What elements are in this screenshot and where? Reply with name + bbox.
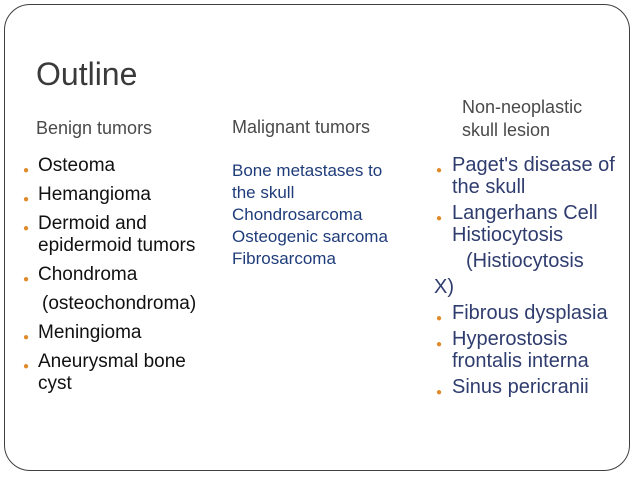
list-item: ● Sinus pericranii	[434, 376, 634, 398]
bullet-icon: ●	[23, 361, 30, 372]
bullet-icon: ●	[23, 165, 30, 176]
bullet-icon: ●	[23, 223, 30, 234]
non-neoplastic-list	[434, 154, 634, 402]
malignant-line: Osteogenic sarcoma	[232, 227, 388, 246]
malignant-header: Malignant tumors	[232, 117, 371, 137]
non-neoplastic-header-line2: skull lesion	[462, 120, 551, 140]
list-item: ● Paget's disease of the skull	[436, 154, 615, 198]
list-item: ● Dermoid and epidermoid tumors	[23, 213, 196, 256]
list-item: ● Langerhans Cell Histiocytosis	[436, 202, 598, 246]
list-item: ● Hyperostosis frontalis interna	[436, 328, 589, 372]
bullet-icon: ●	[23, 332, 30, 343]
non-neoplastic-header-line1: Non-neoplastic	[462, 97, 583, 117]
non-neoplastic-header	[462, 96, 582, 142]
bullet-icon: ●	[436, 213, 443, 224]
malignant-line: the skull	[232, 183, 295, 202]
slide-title: Outline	[36, 56, 138, 92]
benign-list	[20, 155, 220, 402]
bullet-icon: ●	[436, 339, 443, 350]
list-item: ● Aneurysmal bone cyst	[23, 351, 186, 394]
list-sub-item: (osteochondroma)	[42, 293, 197, 314]
benign-header: Benign tumors	[36, 118, 153, 138]
malignant-line: Fibrosarcoma	[232, 249, 336, 268]
bullet-icon: ●	[436, 387, 443, 398]
bullet-icon: ●	[23, 194, 30, 205]
bullet-icon: ●	[436, 165, 443, 176]
list-item: ● Osteoma	[20, 155, 220, 177]
list-continuation: (Histiocytosis	[466, 250, 584, 272]
malignant-line: Chondrosarcoma	[232, 205, 363, 224]
list-item: ● Meningioma	[20, 322, 220, 344]
list-item: ● Hemangioma	[20, 184, 220, 206]
bullet-icon: ●	[23, 274, 30, 285]
list-item: ● Fibrous dysplasia	[434, 302, 634, 324]
malignant-list	[232, 160, 432, 270]
list-continuation: X)	[434, 276, 454, 298]
list-item: ● Chondroma	[20, 264, 220, 286]
malignant-line: Bone metastases to	[232, 161, 383, 180]
bullet-icon: ●	[436, 313, 443, 324]
